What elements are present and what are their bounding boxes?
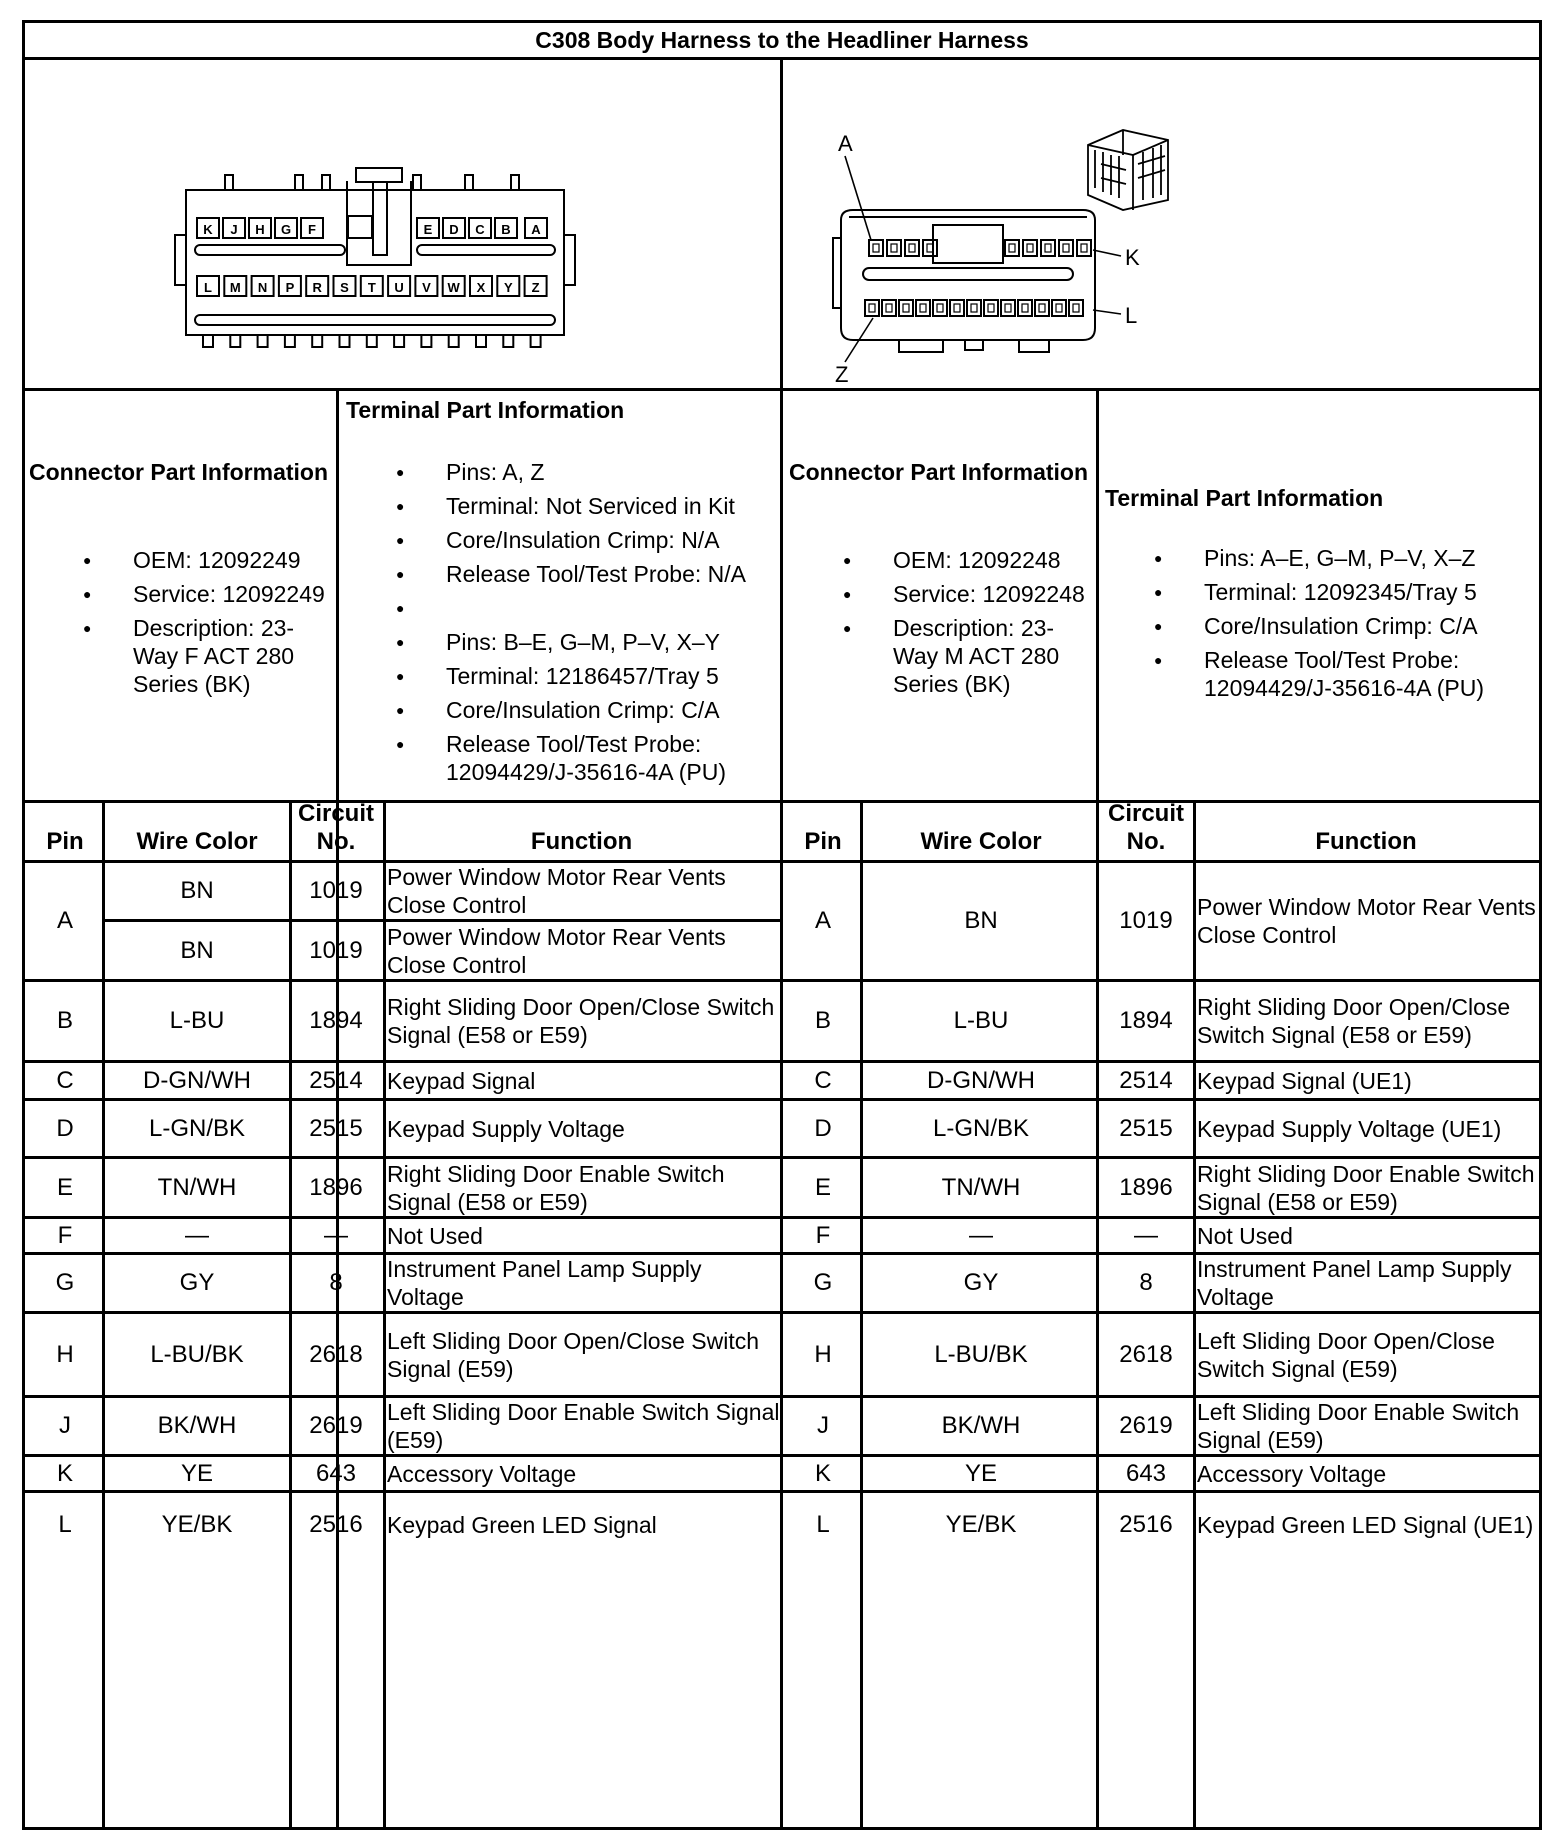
svg-text:E: E <box>423 222 433 237</box>
left-row-function: Not Used <box>387 1222 483 1249</box>
svg-text:L: L <box>204 280 212 295</box>
left-col-header-pin: Pin <box>46 828 84 855</box>
right-connector-info-header: Connector Part Information <box>789 459 1089 485</box>
left-row-function: Keypad Signal <box>387 1067 536 1094</box>
left-row-function: Power Window Motor Rear Vents Close Control <box>387 923 726 978</box>
info-bullet: ● Terminal: 12092345/Tray 5 <box>1100 578 1536 606</box>
left-row-wire-color: D-GN/WH <box>143 1066 251 1094</box>
svg-text:G: G <box>280 222 292 237</box>
left-row-function: Right Sliding Door Open/Close Switch Signal (E58 or E59) <box>387 994 775 1048</box>
left-row-function: Left Sliding Door Open/Close Switch Signal (E59) <box>387 1327 760 1382</box>
info-bullet: ● Core/Insulation Crimp: N/A <box>342 526 778 554</box>
svg-text:K: K <box>203 222 213 237</box>
right-row-pin: C <box>814 1066 832 1094</box>
info-bullet: ● Core/Insulation Crimp: C/A <box>1100 612 1536 640</box>
right-row-wire-color: BK/WH <box>941 1412 1021 1439</box>
svg-text:C: C <box>475 222 485 237</box>
callout-label-l: L <box>1125 303 1138 328</box>
left-row-wire-color: — <box>185 1221 209 1249</box>
right-row-pin: G <box>813 1269 833 1296</box>
left-row-pin: A <box>56 907 73 934</box>
right-row-circuit: 2619 <box>1119 1412 1173 1439</box>
callout-label-a: A <box>838 131 853 156</box>
svg-text:A: A <box>531 222 541 237</box>
left-row-wire-color: BN <box>180 877 214 904</box>
svg-text:T: T <box>367 280 376 295</box>
callout-label-k: K <box>1125 245 1140 270</box>
right-row-pin: J <box>817 1412 829 1439</box>
left-row-circuit: 643 <box>315 1459 357 1487</box>
right-row-circuit: 2514 <box>1119 1066 1173 1094</box>
left-row-function: Accessory Voltage <box>387 1460 577 1487</box>
left-row-pin: D <box>56 1114 74 1142</box>
svg-text:W: W <box>447 280 460 295</box>
right-row-function: Not Used <box>1197 1222 1293 1249</box>
right-row-circuit: 1894 <box>1119 1007 1173 1034</box>
right-row-function: Accessory Voltage <box>1197 1460 1387 1487</box>
info-bullet: ● OEM: 12092248 <box>789 546 1089 574</box>
right-row-wire-color: BN <box>964 907 998 934</box>
callout-label-z: Z <box>835 362 849 387</box>
pinout-tables <box>22 20 1542 1830</box>
left-row-function: Keypad Green LED Signal <box>387 1512 657 1538</box>
left-row-function: Left Sliding Door Enable Switch Signal (E59) <box>387 1399 780 1453</box>
left-row-function: Right Sliding Door Enable Switch Signal (E58 or E59) <box>387 1160 725 1215</box>
left-row-pin: G <box>55 1269 75 1296</box>
page-title: C308 Body Harness to the Headliner Harness <box>535 27 1029 53</box>
right-row-circuit: — <box>1134 1221 1158 1249</box>
left-row-circuit: 1896 <box>309 1173 363 1201</box>
info-bullet: ● Release Tool/Test Probe: 12094429/J-35616-4A (PU) <box>342 730 778 786</box>
svg-text:X: X <box>476 280 486 295</box>
left-row-circuit: 8 <box>329 1269 343 1296</box>
right-row-function: Keypad Supply Voltage (UE1) <box>1197 1115 1502 1142</box>
right-row-pin: L <box>816 1511 830 1538</box>
left-row-circuit: 1019 <box>309 877 363 904</box>
connector-sheet <box>22 20 1542 1830</box>
left-row-wire-color: YE <box>180 1459 213 1487</box>
right-row-pin: B <box>814 1007 831 1034</box>
left-col-header-function: Function <box>530 828 633 855</box>
right-row-wire-color: L-BU/BK <box>934 1340 1028 1368</box>
info-bullet: ● Pins: A–E, G–M, P–V, X–Z <box>1100 544 1536 572</box>
left-row-function: Power Window Motor Rear Vents Close Control <box>387 864 726 918</box>
right-col-header-wire-color: Wire Color <box>920 828 1042 855</box>
left-row-circuit: 2618 <box>309 1340 363 1368</box>
info-bullet: ● Service: 12092248 <box>789 580 1089 608</box>
left-connector-info-header: Connector Part Information <box>29 459 329 485</box>
svg-text:Z: Z <box>531 280 540 295</box>
left-row-circuit: 2619 <box>309 1412 363 1439</box>
svg-text:R: R <box>312 280 322 295</box>
info-bullet: ● Service: 12092249 <box>29 580 329 608</box>
right-row-pin: H <box>814 1340 832 1368</box>
left-row-function: Instrument Panel Lamp Supply Voltage <box>387 1256 702 1310</box>
left-row-wire-color: L-GN/BK <box>148 1114 246 1142</box>
right-row-wire-color: L-BU <box>953 1007 1009 1034</box>
left-row-wire-color: L-BU <box>169 1007 225 1034</box>
info-bullet: ● Description: 23-Way F ACT 280 Series (BK) <box>29 614 329 698</box>
right-col-header-function: Function <box>1315 828 1417 855</box>
svg-text:V: V <box>422 280 431 295</box>
svg-text:U: U <box>394 280 404 295</box>
right-row-pin: F <box>815 1221 831 1249</box>
right-terminal-info-header: Terminal Part Information <box>1105 485 1384 511</box>
right-row-circuit: 2515 <box>1119 1114 1173 1142</box>
info-bullet: ● Pins: B–E, G–M, P–V, X–Y <box>342 628 778 656</box>
svg-text:J: J <box>230 222 238 237</box>
left-row-pin: J <box>59 1412 71 1439</box>
info-bullet: ● Release Tool/Test Probe: N/A <box>342 560 778 588</box>
left-row-pin: C <box>56 1066 74 1094</box>
left-row-wire-color: BK/WH <box>157 1412 237 1439</box>
left-row-wire-color: GY <box>179 1269 215 1296</box>
right-row-function: Instrument Panel Lamp Supply Voltage <box>1197 1256 1512 1310</box>
info-bullet: ● Core/Insulation Crimp: C/A <box>342 696 778 724</box>
right-row-circuit: 1896 <box>1119 1173 1173 1201</box>
svg-text:Y: Y <box>503 280 513 295</box>
right-row-function: Power Window Motor Rear Vents Close Control <box>1197 894 1536 948</box>
left-row-wire-color: TN/WH <box>157 1173 237 1201</box>
left-row-circuit: 1019 <box>309 936 363 964</box>
svg-text:B: B <box>501 222 511 237</box>
svg-text:H: H <box>255 222 265 237</box>
left-row-circuit: 2515 <box>309 1114 363 1142</box>
left-terminal-info-header: Terminal Part Information <box>346 397 625 423</box>
right-row-function: Keypad Signal (UE1) <box>1197 1067 1412 1094</box>
info-bullet: ● Release Tool/Test Probe: 12094429/J-35616-4A (PU) <box>1100 646 1536 702</box>
svg-text:F: F <box>308 222 316 237</box>
right-row-pin: K <box>814 1459 831 1487</box>
svg-text:M: M <box>229 280 241 295</box>
left-row-pin: K <box>56 1459 73 1487</box>
left-row-wire-color: YE/BK <box>161 1511 233 1538</box>
right-row-function: Right Sliding Door Open/Close Switch Signal (E58 or E59) <box>1197 994 1511 1048</box>
right-row-pin: A <box>814 907 831 934</box>
right-row-pin: E <box>814 1173 831 1201</box>
info-bullet: ● OEM: 12092249 <box>29 546 329 574</box>
right-row-circuit: 8 <box>1139 1269 1153 1296</box>
right-row-function: Keypad Green LED Signal (UE1) <box>1197 1512 1534 1538</box>
left-row-pin: E <box>56 1173 73 1201</box>
right-row-function: Left Sliding Door Open/Close Switch Signal (E59) <box>1197 1327 1495 1382</box>
right-row-circuit: 643 <box>1125 1459 1167 1487</box>
right-row-function: Left Sliding Door Enable Switch Signal (E59) <box>1197 1399 1520 1453</box>
right-row-circuit: 2516 <box>1119 1511 1173 1538</box>
info-bullet: ● Terminal: Not Serviced in Kit <box>342 492 778 520</box>
right-row-pin: D <box>814 1114 832 1142</box>
right-row-function: Right Sliding Door Enable Switch Signal (E58 or E59) <box>1197 1160 1535 1215</box>
left-row-pin: H <box>56 1340 74 1368</box>
right-row-wire-color: GY <box>963 1269 999 1296</box>
svg-text:D: D <box>449 222 459 237</box>
right-col-header-circuit: Circuit No. <box>1107 800 1184 855</box>
left-row-circuit: 2514 <box>309 1066 363 1094</box>
svg-text:P: P <box>285 280 295 295</box>
left-col-header-circuit: Circuit No. <box>297 800 374 855</box>
right-row-circuit: 1019 <box>1119 907 1173 934</box>
left-row-circuit: 2516 <box>309 1511 363 1538</box>
right-row-wire-color: TN/WH <box>941 1173 1021 1201</box>
right-col-header-pin: Pin <box>804 828 842 855</box>
left-row-wire-color: BN <box>180 936 214 964</box>
right-row-wire-color: L-GN/BK <box>932 1114 1030 1142</box>
info-bullet: ● Description: 23-Way M ACT 280 Series (BK) <box>789 614 1089 698</box>
left-row-pin: B <box>56 1007 73 1034</box>
left-row-pin: L <box>58 1511 72 1538</box>
left-row-circuit: — <box>324 1221 348 1249</box>
left-row-circuit: 1894 <box>309 1007 363 1034</box>
left-row-function: Keypad Supply Voltage <box>387 1115 625 1142</box>
left-row-pin: F <box>57 1221 73 1249</box>
left-row-wire-color: L-BU/BK <box>150 1340 244 1368</box>
svg-text:N: N <box>257 280 268 295</box>
right-row-wire-color: YE/BK <box>945 1511 1017 1538</box>
svg-text:S: S <box>340 280 349 295</box>
right-row-wire-color: D-GN/WH <box>927 1066 1035 1094</box>
right-row-wire-color: — <box>969 1221 993 1249</box>
right-row-circuit: 2618 <box>1119 1340 1173 1368</box>
right-row-wire-color: YE <box>964 1459 997 1487</box>
left-col-header-wire-color: Wire Color <box>136 828 258 855</box>
info-bullet: ● Terminal: 12186457/Tray 5 <box>342 662 778 690</box>
info-bullet: ● Pins: A, Z <box>342 458 778 486</box>
